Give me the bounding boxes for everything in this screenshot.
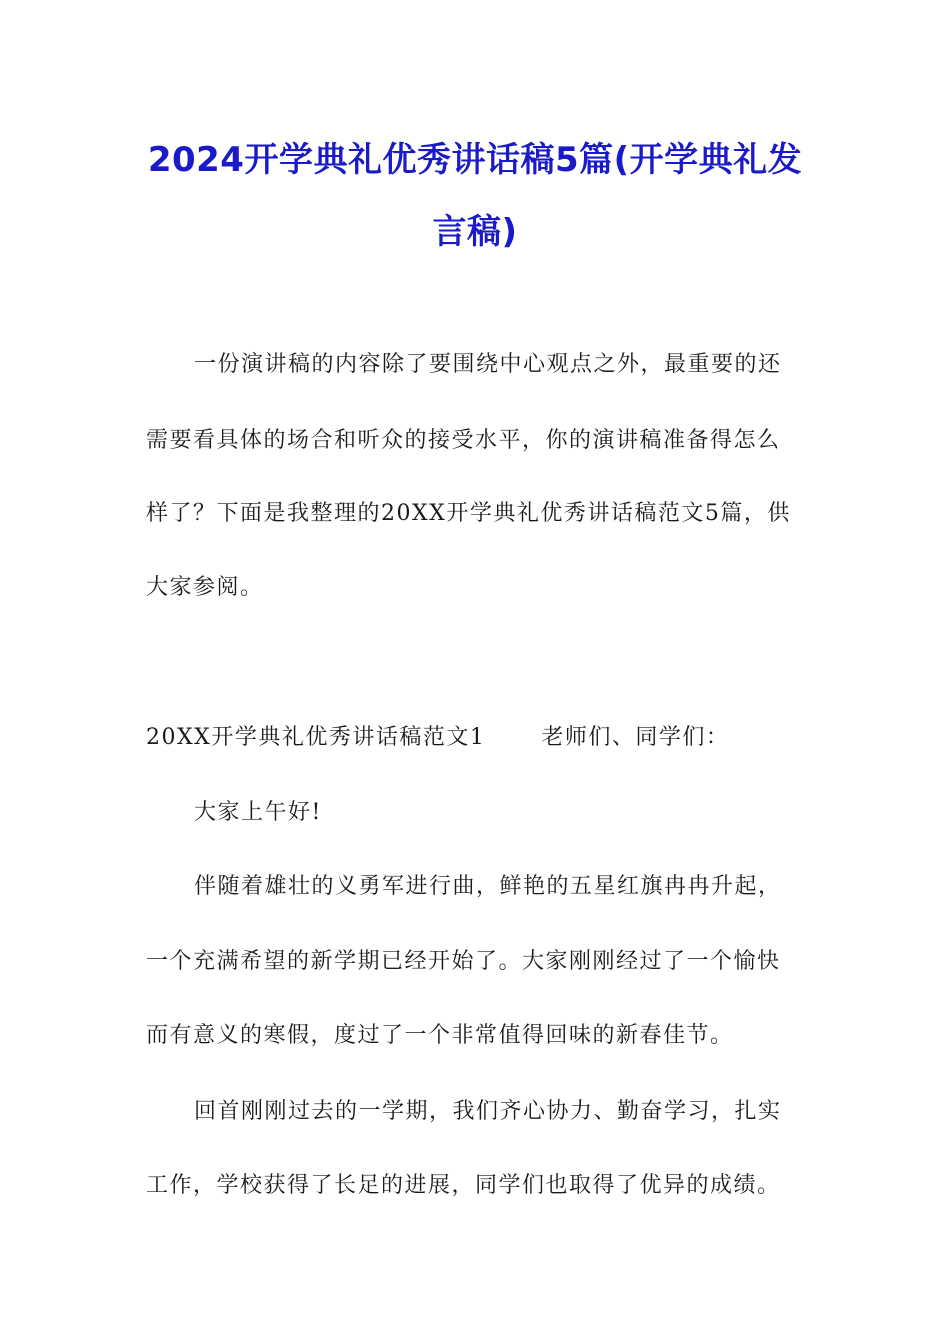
sample-heading-line — [146, 720, 729, 751]
paragraph-1-line-2: 一个充满希望的新学期已经开始了。大家刚刚经过了一个愉快 — [146, 949, 781, 974]
sample-heading: 20XX开学典礼优秀讲话稿范文1 — [146, 725, 486, 750]
salutation: 老师们、同学们： — [541, 725, 730, 750]
intro-line-3: 样了？下面是我整理的20XX开学典礼优秀讲话稿范文5篇，供 — [146, 501, 791, 526]
paragraph-2-line-1: 回首刚刚过去的一学期，我们齐心协力、勤奋学习，扎实 — [194, 1099, 782, 1124]
paragraph-1-line-3: 而有意义的寒假，度过了一个非常值得回味的新春佳节。 — [146, 1023, 734, 1048]
paragraph-1-line-1: 伴随着雄壮的义勇军进行曲，鲜艳的五星红旗冉冉升起， — [194, 874, 782, 899]
document-title-line-2: 言稿) — [432, 212, 518, 252]
intro-line-1: 一份演讲稿的内容除了要围绕中心观点之外，最重要的还 — [194, 352, 782, 377]
intro-line-2: 需要看具体的场合和听众的接受水平，你的演讲稿准备得怎么 — [146, 428, 781, 453]
intro-line-4: 大家参阅。 — [146, 575, 264, 600]
paragraph-2-line-2: 工作，学校获得了长足的进展，同学们也取得了优异的成绩。 — [146, 1173, 781, 1198]
document-title-line-1: 2024开学典礼优秀讲话稿5篇(开学典礼发 — [147, 140, 803, 180]
greeting: 大家上午好! — [194, 800, 322, 825]
